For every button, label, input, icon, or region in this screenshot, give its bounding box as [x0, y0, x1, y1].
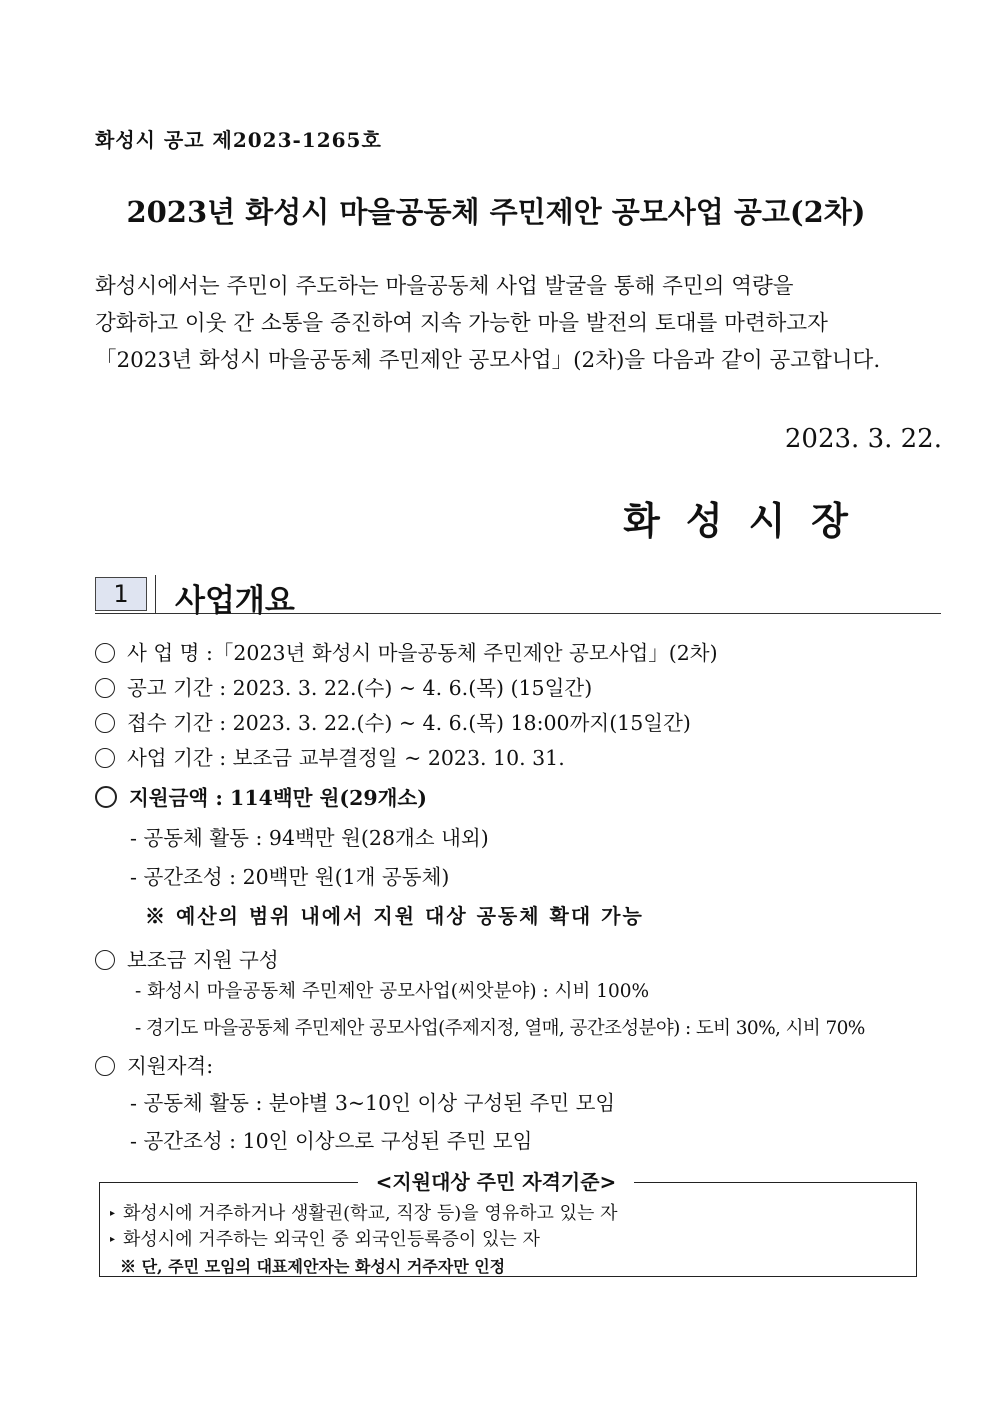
notice-period-row: [95, 671, 592, 701]
eligibility-title-row: [95, 1049, 213, 1079]
circle-bullet-icon: [95, 713, 115, 733]
notice-date: 2023. 3. 22.: [784, 424, 942, 454]
signer-title: 화성시장: [623, 498, 874, 543]
subsidy-title-text: 보조금 지원 구성: [127, 948, 279, 972]
eligibility-title-text: 지원자격:: [127, 1054, 214, 1078]
intro-line-1: 화성시에서는 주민이 주도하는 마을공동체 사업 발굴을 통해 주민의 역량을: [95, 274, 794, 299]
amount-note: ※ 예산의 범위 내에서 지원 대상 공동체 확대 가능: [145, 904, 644, 928]
circle-bullet-icon: [95, 748, 115, 768]
eligibility-item-1: - 공동체 활동 : 분야별 3~10인 이상 구성된 주민 모임: [130, 1091, 616, 1115]
amount-item-2: - 공간조성 : 20백만 원(1개 공동체): [130, 865, 450, 889]
subsidy-item-2: - 경기도 마을공동체 주민제안 공모사업(주제지정, 열매, 공간조성분야) : 도비 30%, 시비 70%: [135, 1018, 865, 1039]
circle-bullet-icon: [95, 950, 115, 970]
document-title: 2023년 화성시 마을공동체 주민제안 공모사업 공고(2차): [126, 195, 866, 229]
notice-number: 화성시 공고 제2023-1265호: [95, 128, 382, 152]
project-name-text: 사 업 명 :「2023년 화성시 마을공동체 주민제안 공모사업」(2차): [127, 641, 718, 665]
criteria-note: ※ 단, 주민 모임의 대표제안자는 화성시 거주자만 인정: [120, 1257, 506, 1276]
criteria-item-2: [110, 1225, 540, 1251]
subsidy-title-row: [95, 943, 279, 973]
project-name-row: [95, 636, 718, 666]
amount-item-1: - 공동체 활동 : 94백만 원(28개소 내외): [130, 826, 489, 850]
triangle-bullet-icon: ▸: [110, 1234, 116, 1245]
section-header: [95, 575, 941, 619]
apply-period-row: [95, 706, 691, 736]
criteria-item-1-text: 화성시에 거주하거나 생활권(학교, 직장 등)을 영유하고 있는 자: [123, 1203, 618, 1224]
intro-paragraph: [95, 268, 880, 379]
intro-line-3: 「2023년 화성시 마을공동체 주민제안 공모사업」(2차)을 다음과 같이 공고합니다.: [95, 348, 881, 373]
circle-bullet-icon: [95, 786, 117, 808]
subsidy-item-1: - 화성시 마을공동체 주민제안 공모사업(씨앗분야) : 시비 100%: [135, 981, 650, 1002]
section-number: 1: [95, 577, 147, 611]
support-amount-row: [95, 781, 427, 811]
section-title: 사업개요: [175, 583, 295, 619]
criteria-item-1: [110, 1199, 618, 1225]
intro-line-2: 강화하고 이웃 간 소통을 증진하여 지속 가능한 마을 발전의 토대를 마련하고자: [95, 311, 828, 336]
eligibility-item-2: - 공간조성 : 10인 이상으로 구성된 주민 모임: [130, 1129, 533, 1153]
triangle-bullet-icon: ▸: [110, 1208, 116, 1219]
criteria-title: [0, 1166, 992, 1195]
circle-bullet-icon: [95, 643, 115, 663]
circle-bullet-icon: [95, 1056, 115, 1076]
criteria-item-2-text: 화성시에 거주하는 외국인 중 외국인등록증이 있는 자: [123, 1229, 540, 1250]
criteria-title-text: <지원대상 주민 자격기준>: [358, 1170, 635, 1194]
support-amount-text: 지원금액 : 114백만 원(29개소): [129, 786, 427, 810]
section-divider: [155, 575, 156, 613]
apply-period-text: 접수 기간 : 2023. 3. 22.(수) ~ 4. 6.(목) 18:00까지(15일간): [127, 711, 691, 735]
project-period-text: 사업 기간 : 보조금 교부결정일 ~ 2023. 10. 31.: [127, 746, 565, 770]
notice-period-text: 공고 기간 : 2023. 3. 22.(수) ~ 4. 6.(목) (15일간): [127, 676, 593, 700]
circle-bullet-icon: [95, 678, 115, 698]
project-period-row: [95, 741, 565, 771]
